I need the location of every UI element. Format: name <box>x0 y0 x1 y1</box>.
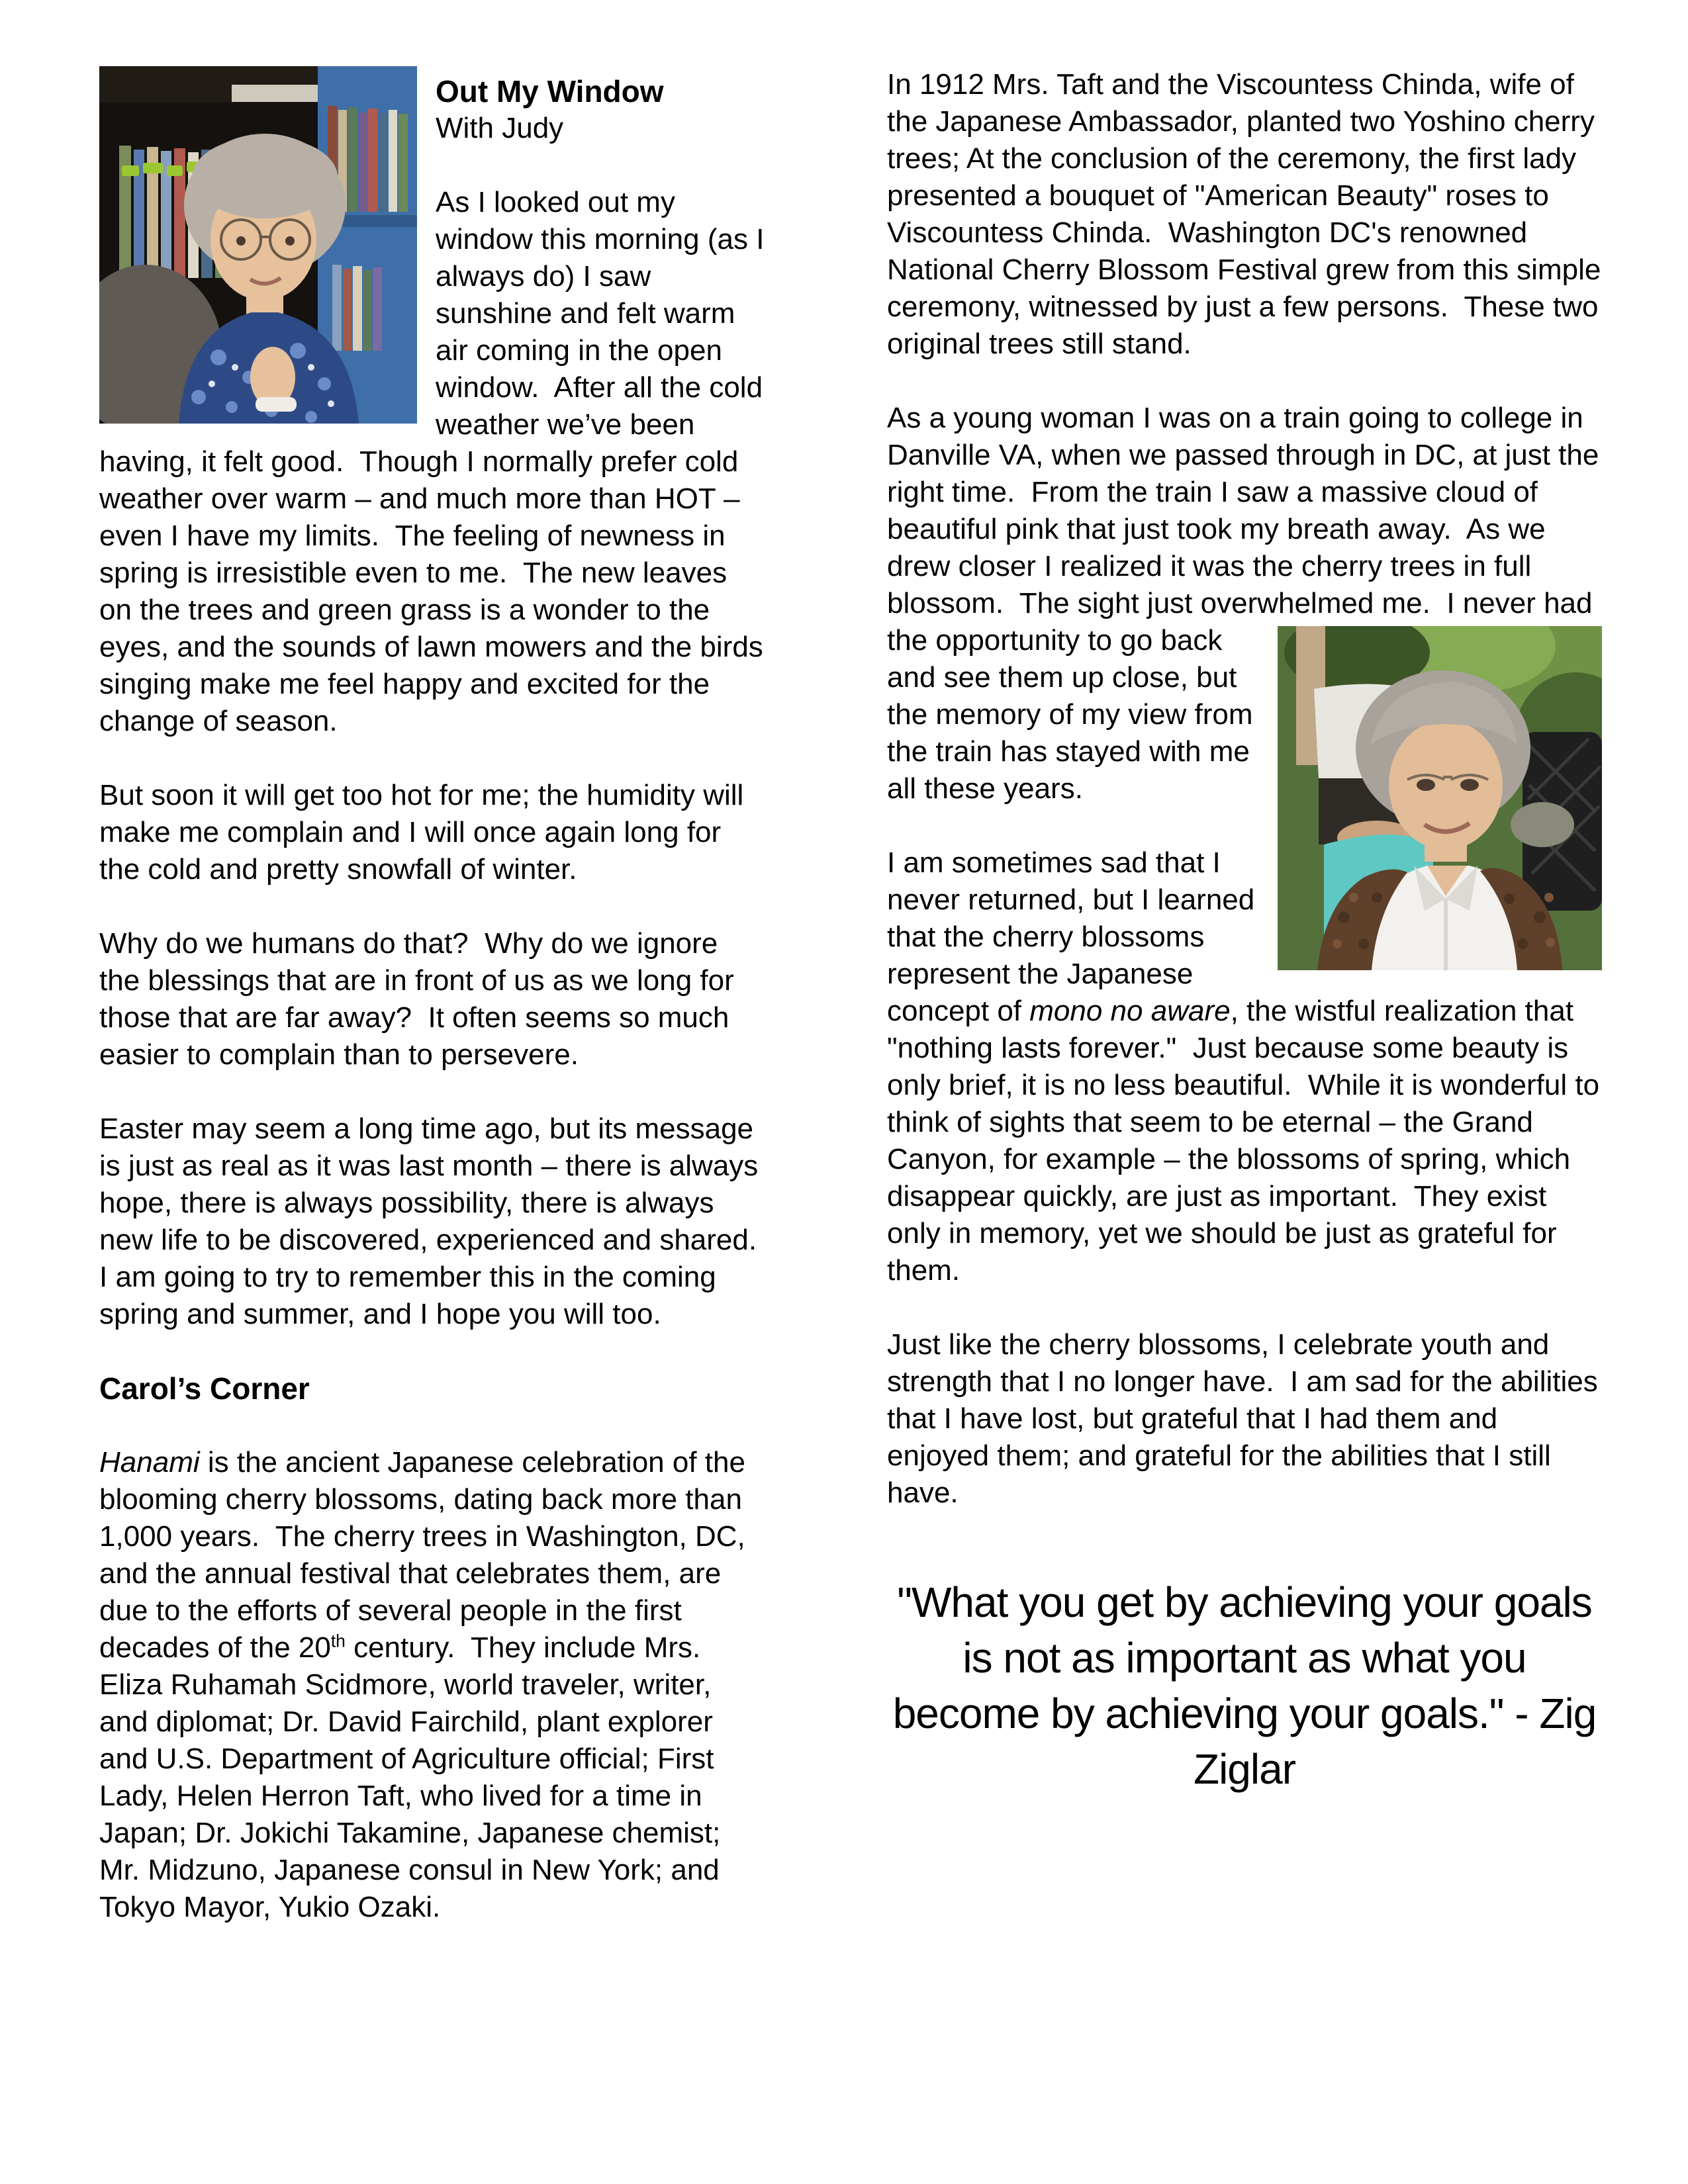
patio-photo-art <box>1278 626 1602 970</box>
two-column-layout <box>99 66 1609 1926</box>
right-paragraph-2-text-a: As a young woman I was on a train going to college in Danville VA, when we passed through in DC, at just the right time. From the train I saw a massive cloud of beautiful pink that just took my breath away. As we drew closer I realized it was the cherry trees in full blossom. The sight just overwhelmed me. I <box>887 402 1607 619</box>
ordinal-superscript: th <box>330 1631 346 1651</box>
left-paragraph-1: As I looked out my window this morning (as I always do) I saw sunshine and felt warm air coming in the open window. After all the cold weather we’ve been having, it felt good. Though I normally prefer cold weather over warm – and much more than HOT – even I have my limits. The feeling of newness in spring is irresistible even to me. The new leaves on the trees and green grass is a wonder to the eyes, and the sounds of lawn mowers and the birds singing make me feel happy and excited for the change of season. <box>99 186 773 737</box>
left-paragraph-4: Easter may seem a long time ago, but its message is just as real as it was last month – there is always hope, there is always possibility, there is always new life to be discovered, experienced and shared. I am going to try to remember this in the coming spring and summer, and I hope you will too. <box>99 1113 773 1330</box>
left-column <box>99 66 773 1926</box>
left-paragraph-5-text-a: is the ancient Japanese celebration of the blooming cherry blossoms, dating back more than 1,000 years. The cherry trees in Washington, DC, and the annual festival that celebrates them, are due to the efforts of several people in the first decades of the 20 <box>99 1446 754 1664</box>
right-paragraph-3-text-a: I am sometimes sad that I never returned, but I learned that the cherry blossoms represent the Japanese concept of <box>887 846 1263 1027</box>
patio-photo <box>1278 626 1602 970</box>
hanami-italic: Hanami <box>99 1446 200 1479</box>
left-paragraph-5 <box>99 1444 765 1926</box>
left-paragraph-5-text-b: century. They include Mrs. Eliza Ruhamah Scidmore, world traveler, writer, and diplomat; Dr. David Fairchild, plant explorer and U.S. Department of Agriculture official; First Lady, Helen Herron Taft, who lived for a time in Japan; Dr. Jokichi Takamine, Japanese chemist; Mr. Midzuno, Japanese consul in New York; and Tokyo Mayor, Yukio Ozaki. <box>99 1631 729 1923</box>
left-paragraph-3: Why do we humans do that? Why do we ignore the blessings that are in front of us as we long for those that are far away? It often seems so much easier to complain than to persevere. <box>99 927 742 1071</box>
article-title: Out My Window <box>436 74 664 109</box>
right-column <box>887 66 1609 1926</box>
right-paragraph-4: Just like the cherry blossoms, I celebrate youth and strength that I no longer have. I am sad for the abilities that I have lost, but grateful that I had them and enjoyed them; and grateful for the abilities that I still have. <box>887 1328 1606 1509</box>
article-byline: With Judy <box>436 112 564 144</box>
zig-ziglar-quote: "What you get by achieving your goals is not as important as what you become by achieving your goals." - Zig Ziglar <box>892 1578 1608 1793</box>
right-paragraph-2 <box>887 400 1607 807</box>
right-paragraph-1: In 1912 Mrs. Taft and the Viscountess Chinda, wife of the Japanese Ambassador, planted two Yoshino cherry trees; At the conclusion of the ceremony, the first lady presented a bouquet of "American Beauty" roses to Viscountess Chinda. Washington DC's renowned National Cherry Blossom Festival grew from this simple ceremony, witnessed by just a few persons. These two original trees still stand. <box>887 68 1609 360</box>
right-paragraph-2-text-b: never had the opportunity to go back and see them up close, but the memory of my view from the train has stayed with me all these years. <box>887 587 1601 805</box>
right-paragraph-3-text-b: , the wistful realization that "nothing lasts forever." Just because some beauty is only brief, it is no less beautiful. While it is wonderful to think of sights that seem to be eternal – the Grand Canyon, for example – the blossoms of spring, which disappear quickly, are just as important. They exist only in memory, yet we should be just as grateful for them. <box>887 995 1608 1287</box>
judy-library-photo-art <box>99 66 417 424</box>
left-paragraph-2: But soon it will get too hot for me; the humidity will make me complain and I will once again long for the cold and pretty snowfall of winter. <box>99 779 752 886</box>
section-title-carols-corner: Carol’s Corner <box>99 1371 310 1406</box>
judy-library-photo <box>99 66 417 424</box>
mono-no-aware-italic: mono no aware <box>1029 995 1231 1027</box>
